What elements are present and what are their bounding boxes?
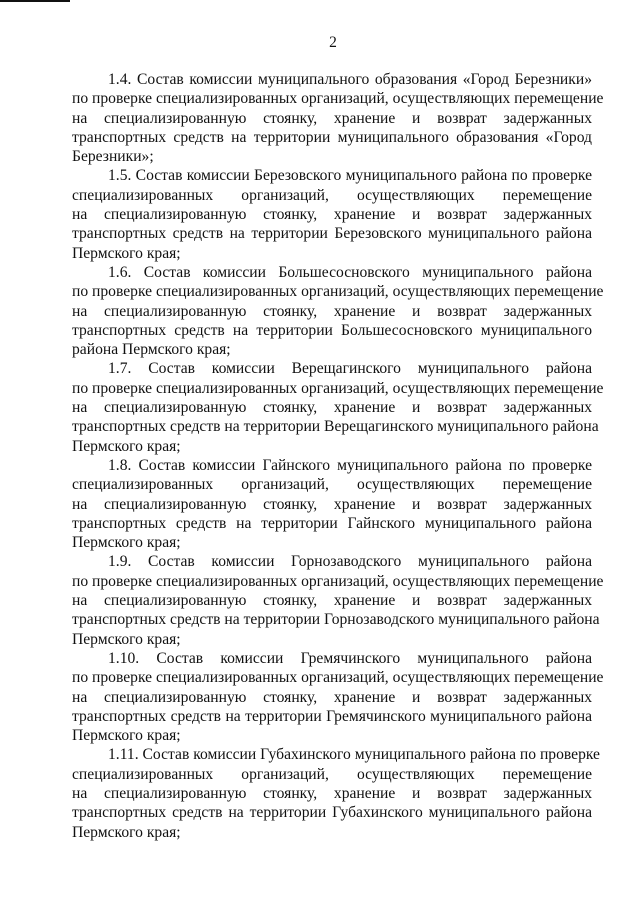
paragraph [72,649,604,745]
paragraph-line: на специализированную стоянку, хранение и возврат задержанных [72,592,592,610]
paragraph-line: 1.6. Состав комиссии Большесосновского муниципального района [108,263,592,281]
document-body [72,70,604,842]
paragraph-line: специализированных организаций, осуществляющих перемещение [72,765,592,783]
paragraph-line: по проверке специализированных организаций, осуществляющих перемещение [72,90,604,108]
paragraph-line: транспортных средств на территории Гремячинского муниципального района [72,707,592,725]
paragraph-line: транспортных средств на территории Большесосновского муниципального [72,321,592,339]
paragraph-line: транспортных средств на территории Березовского муниципального района [72,225,592,243]
paragraph-line: района Пермского края; [72,341,231,359]
paragraph-line: по проверке специализированных организаций, осуществляющих перемещение [72,283,604,301]
paragraph-line: Пермского края; [72,244,181,262]
paragraph [72,552,604,648]
paragraph-line: Пермского края; [72,727,181,745]
page-number: 2 [329,34,337,51]
paragraph-line: транспортных средств на территории Губахинского муниципального района [72,804,592,822]
paragraph-line: 1.9. Состав комиссии Горнозаводского муниципального района [108,553,592,571]
paragraph-line: Березники»; [72,148,154,166]
paragraph-line: на специализированную стоянку, хранение и возврат задержанных [72,784,592,802]
paragraph-line: транспортных средств на территории Гайнского муниципального района [72,514,592,532]
paragraph-line: специализированных организаций, осуществляющих перемещение [72,186,592,204]
paragraph [72,70,604,166]
paragraph-line: по проверке специализированных организаций, осуществляющих перемещение [72,572,604,590]
paragraph [72,359,604,455]
paragraph-line: Пермского края; [72,823,181,841]
paragraph-line: транспортных средств на территории муниципального образования «Город [72,128,592,146]
paragraph-line: на специализированную стоянку, хранение и возврат задержанных [72,206,592,224]
paragraph [72,263,604,359]
paragraph-line: на специализированную стоянку, хранение и возврат задержанных [72,399,592,417]
paragraph-line: 1.10. Состав комиссии Гремячинского муниципального района [108,649,592,667]
paragraph-line: на специализированную стоянку, хранение и возврат задержанных [72,302,592,320]
paragraph-line: 1.11. Состав комиссии Губахинского муниципального района по проверке [108,746,600,764]
paragraph-line: Пермского края; [72,534,181,552]
paragraph-line: Пермского края; [72,437,181,455]
paragraph-line: по проверке специализированных организаций, осуществляющих перемещение [72,379,604,397]
paragraph-line: на специализированную стоянку, хранение и возврат задержанных [72,495,592,513]
paragraph-line: 1.4. Состав комиссии муниципального образования «Город Березники» [108,71,592,88]
paragraph-line: на специализированную стоянку, хранение и возврат задержанных [72,109,592,127]
paragraph-line: транспортных средств на территории Верещагинского муниципального района [72,418,599,436]
paragraph-line: Пермского края; [72,630,181,648]
paragraph-line: 1.7. Состав комиссии Верещагинского муниципального района [108,360,592,378]
top-edge-rule [0,0,70,2]
paragraph [72,745,600,841]
paragraph-line: на специализированную стоянку, хранение и возврат задержанных [72,688,592,706]
paragraph-line: 1.8. Состав комиссии Гайнского муниципального района по проверке [108,456,592,474]
paragraph [72,456,592,552]
paragraph-line: 1.5. Состав комиссии Березовского муниципального района по проверке [108,167,592,185]
paragraph-line: транспортных средств на территории Горнозаводского муниципального района [72,611,600,629]
paragraph [72,166,592,262]
paragraph-line: специализированных организаций, осуществляющих перемещение [72,476,592,494]
paragraph-line: по проверке специализированных организаций, осуществляющих перемещение [72,669,604,687]
